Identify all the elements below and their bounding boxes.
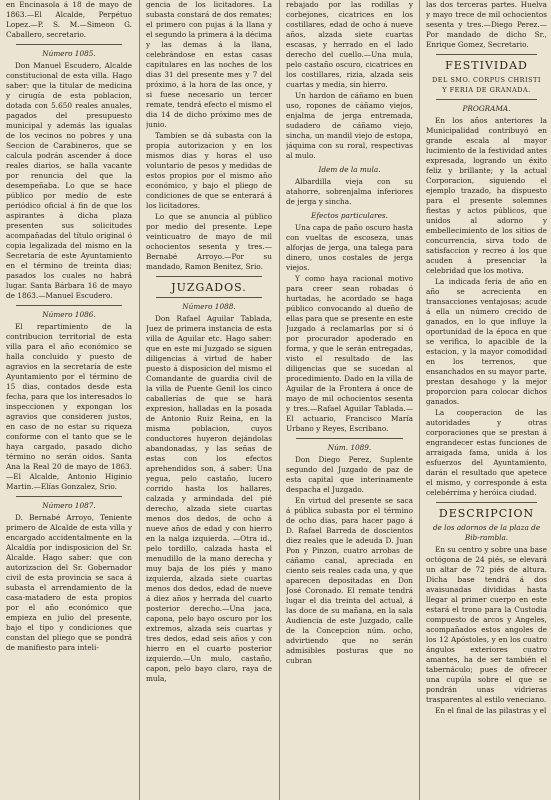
description-title: DESCRIPCION bbox=[438, 507, 535, 520]
separator-rule bbox=[156, 297, 262, 298]
notice-text: D. Bernabé Arroyo, Teniente primero de Alcalde de esta villa y encargado accidentalmente en la Alcaldía por indisposicion del Sr. Alcalde. Hago saber: que con autorizacion del Sr. Gobernador civil de esta provincia se saca á subasta el arrendamiento de la casa-matadero de esta propios por el año económico que empieza en julio del presente, bajo el tipo y condiciones que constan del pliego que se pondrá de manifiesto para inteli- bbox=[6, 513, 132, 652]
column-1 bbox=[6, 0, 132, 800]
notice-text: Lo que se anuncia al público por medio del presente. Lepe veinticuatro de mayo de mil ochocientos sesenta y tres.—Bernabé Arroyo.—Por su mandado, Ramon Benitez, Srio. bbox=[146, 212, 272, 271]
notice-text: El repartimiento de la contribucion territorial de esta villa para el año económico se halla concluido y puesto de agravios en la secretaría de este Ayuntamiento por el término de 15 dias, contados desde esta fecha, para que los interesados lo inspeccionen y expongan los agravios que consideren justos, en caso de no estar su riqueza conforme con el tanto que se le haya cargado, pasado dicho término no serán oidos. Santa Ana la Real 20 de mayo de 1863.—El Alcalde, Antonio Higinio Martin.—Elías Gonzalez, Srio. bbox=[6, 322, 132, 491]
separator-rule bbox=[436, 502, 537, 503]
notice-text: Don Diego Perez, Suplente segundo del Juzgado de paz de esta capital que interinamente despacha el Juzgado. bbox=[286, 455, 413, 494]
separator-rule bbox=[296, 438, 403, 439]
notice-text: Un hardon de cáñamo en buen uso, ropones de cáñamo viejos, enjalma de jerga entremada, sudadero de cáñamo viejo, sincha, un mandil viejo de estopa, jáquima con su roral, respectivas al mulo. bbox=[286, 91, 413, 160]
separator-rule bbox=[436, 99, 537, 100]
notice-number: Número 1087. bbox=[42, 501, 96, 510]
separator-rule bbox=[16, 305, 122, 306]
description-text: En el final de las pilastras y el bbox=[435, 706, 547, 715]
column-4 bbox=[426, 0, 547, 800]
notice-text: Don Manuel Escudero, Alcalde constitucional de esta villa. Hago saber: que la titular de medicina y cirugía de esta poblacion, dotada con 5.650 reales anuales, pagados del presupuesto municipal y además las igualas de los vecinos no pobres y una Seccion de Carabineros, que se calcula podrán ascender á doce reales diarios, se halla vacante por renuncia del que la desempeñaba. Lo que se hace público por medio de este periódico oficial á fin de que los aspirantes á dicha plaza presenten sus solicitudes acompañadas del título original ó copia legalizada del mismo en la Secretaría de este Ayuntamiento en el término de treinta dias; pasados los cuales no habrá lugar. Santa Bárbara 16 de mayo de 1863.—Manuel Escudero. bbox=[6, 61, 132, 300]
column-rule bbox=[279, 0, 280, 800]
festival-subtitle: DEL SMO. CORPUS CHRISTI bbox=[432, 76, 541, 84]
separator-rule bbox=[16, 44, 122, 45]
subheading: Idem de la mula. bbox=[318, 165, 381, 174]
notice-number: Número 1085. bbox=[42, 49, 96, 58]
program-text: La indicada feria de año en año se acrecienta en transacciones ventajosas; acude á ella un número crecido de ganados, en lo que influye la oportunidad de la época en que se verifica, lo apacible de la estacion, y la mayor comodidad en los terrenos, que ensanchados en su mayor parte, prestan desahogo y la mejor proporcion para colocar dichos ganados. bbox=[426, 277, 547, 406]
subheading: Efectos particulares. bbox=[311, 211, 388, 220]
description-text: En su centro y sobre una base octógona de 24 piés, se elevará un altar de 72 piés de altura. Dicha base tendrá á dos avaisunadas divididas hasta llegar al primer cuerpo en este estará el trono para la Custodia compuesto de arcos y Angeles, acompañados estos angoles de los 12 Apóstoles, y en los cuatro ángulos exteriores cuatro amantes, ha de ser también el tabernáculo; pues de ofrecer una cupúla sobre el que se pondrán unas vidrieras trasparentes al estilo veneciano. bbox=[426, 545, 547, 704]
program-text: En los años anteriores la Municipalidad contribuyó en grande escala al mayor lucimiento de la festividad antes expresada, logrando un éxito feliz y brillante; y la actual Corporacion, siguiendo el ejemplo trazado, ha dispuesto para el presente solemnes fiestas y actos públicos, que unidos al adorno y embellecimiento de los sitios de concurrencia, sirva todo de satisfaccion y recreo á los que acuden á presenciar la celebridad que los motiva. bbox=[426, 116, 547, 275]
notice-continuation: rebajado por las rodillas y corbejones, cicatrices en los costillares, edad de ocho á nueve años, alzada siete cuartas escasas, y herrado en el lado derecho del cuello.—Una mula, pelo castaño oscuro, cicatrices en los costillares, rizia, alzada seis cuartas y media, sin hierro. bbox=[286, 0, 413, 89]
program-heading: PROGRAMA. bbox=[462, 104, 511, 113]
section-title: JUZGADOS. bbox=[171, 281, 247, 294]
description-subtitle: de los adornos de la plaza de Bib-rambla. bbox=[432, 523, 541, 542]
column-rule bbox=[139, 0, 140, 800]
festival-subtitle: Y FERIA DE GRANADA. bbox=[442, 86, 531, 94]
notice-continuation: en Encinasola á 18 de mayo de 1863.—El Alcalde, Perpétuo Lopez.—P. S. M.—Simeon G. Caballero, secretario. bbox=[6, 0, 132, 39]
separator-rule bbox=[436, 54, 537, 55]
notice-text: Don Rafael Aguilar Tablada, Juez de primera instancia de esta villa de Aguilar etc. Hago saber: que en este mi Juzgado se siguen diligencias á virtud de haber puesto á disposicion del mismo el Comandante de guardia civil de la villa de Puente Genil los cinco caballerías de que se hará expresion, halladas en la posada de Antonio Ruiz Reina, en la misma poblacion, cuyos conductores huyeron dejándolas abandonadas, y las señas de estas con los efectos aprehendidos son, á saber: Una yegua, pelo castaño, lucero corrido hasta los hallares, calzada y armindada del pié derecho, alzada siete cuartas menos dos dedos, de ocho á nueve años de edad y con hierro en la nalga izquierda. —Otra id., pelo tordillo, calzada hasta el menudillo de la mano derecha y muy baja de los piés y mano izquierda, alzada siete cuartas menos dos dedos, edad de nueve á diez años y herrada del cuarto posterior derecho.—Una jaca, capona, pelo bayo oscuro por los extremos, alzada seis cuartas y tres dedos, edad seis años y con hierro en el cuarto posterior izquierdo.—Un mulo, castaño, capon, pelo bayo claro, raya de mula, bbox=[146, 314, 272, 683]
notice-text: Una capa de paño oscuro hasta con vueltas de escoseza, unas alforjas de jerga, una talega para dinero, unos costales de jerga viejos. bbox=[286, 223, 413, 272]
program-text: La cooperacion de las autoridades y otras corporaciones que se prestan á engrandecer estas funciones de arraigada fama, unida á los esfuerzos del Ayuntamiento, darán el resultado que apetece el mismo, y corresponde á esta celebérrima y heróica ciudad. bbox=[426, 408, 547, 497]
separator-rule bbox=[156, 276, 262, 277]
notice-continuation: gencia de los licitadores. La subasta constará de dos remates; el primero con pujas á la llana y el segundo la primera á la décima y las demas á la llana, celebrándose en estas casas capitulares en las noches de los dias 31 del presente mes y 7 del próximo, á la hora de las once, y si fuese necesario un tercer remate, tendrá efecto el mismo el dia 14 de dicho próximo mes de junio. bbox=[146, 0, 272, 129]
festival-title: FESTIVIDAD bbox=[445, 59, 528, 72]
column-rule bbox=[419, 0, 420, 800]
notice-number: Número 1088. bbox=[182, 302, 236, 311]
notice-text: Y como haya racional motivo para creer sean robadas ó hurtadas, he acordado se haga público convocando al dueño de ellas para que se presente en este Juzgado á reclamarlas por sí ó por procurador apoderado en forma, y que le serán entregadas, visto el resultado de las diligencias que se sucedan al procedimiento. Dado en la villa de Aguilar de la Frontera á once de mayo de mil ochocientos sesenta y tres.—Rafael Aguilar Tablada.—El actuario, Francisco María Urbano y Reyes, Escribano. bbox=[286, 274, 413, 433]
notice-text: En virtud del presente se saca á pública subasta por el término de ocho dias, para hacer pago á D. Rafael Barreda de doscientos diez reales que le adeuda D. Juan Pon y Pinzon, cuatro arrobas de cáñamo canal, apreciada en ciento seis reales cada una, y que aparecen depositadas en Don José Coronado. El remate tendrá lugar el dia treinta del actual, á las doce de su mañana, en la sala Audiencia de este Juzgado, calle de la Concepcion núm. ocho, advirtiendo que no serán admisibles posturas que no cubran bbox=[286, 496, 413, 665]
separator-rule bbox=[16, 496, 122, 497]
notice-text: Tambien se dá subasta con la propia autorizacion y en los mismos dias y horas el uso voluntario de pesos y medidas de estos propios por el mismo año económico, y bajo el pliego de condiciones de que se enterará á los licitadores. bbox=[146, 131, 272, 210]
column-2 bbox=[146, 0, 272, 800]
notice-continuation: las dos terceras partes. Huelva y mayo trece de mil ochocientos sesenta y tres.—Diego Perez.—Por mandado de dicho Sr., Enrique Gomez, Secretario. bbox=[426, 0, 547, 49]
column-3 bbox=[286, 0, 413, 800]
notice-number: Número 1086. bbox=[42, 310, 96, 319]
notice-text: Albardilla vieja con su atahorre, sobrenjalma inferiores de jerga y sincha. bbox=[286, 177, 413, 206]
notice-number: Núm. 1089. bbox=[327, 443, 372, 452]
